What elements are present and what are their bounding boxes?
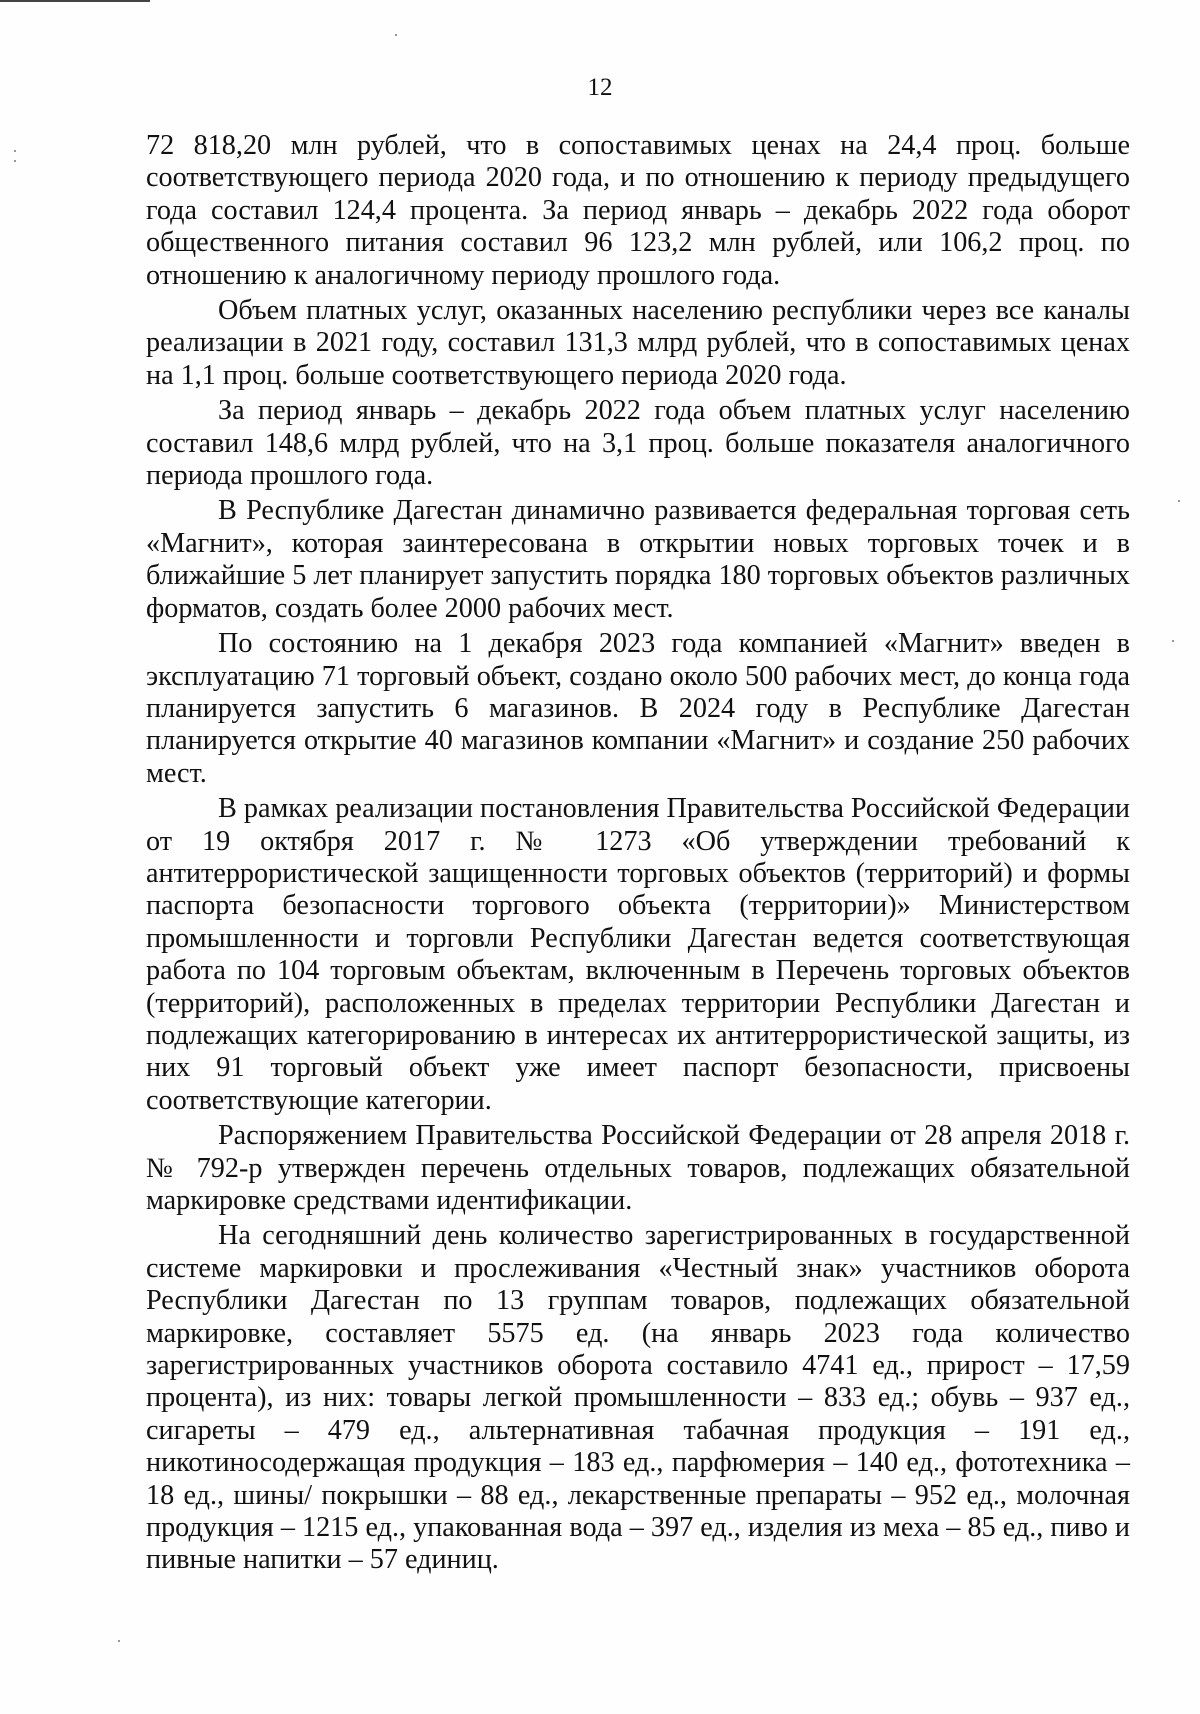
page-number: 12	[587, 74, 613, 101]
scan-speck	[1172, 640, 1174, 642]
scan-speck	[118, 1640, 120, 1642]
document-body	[146, 130, 1130, 1580]
scan-speck	[14, 160, 16, 162]
scan-edge-line	[0, 0, 150, 2]
paragraph-magnit-network: В Республике Дагестан динамично развивается федеральная торговая сеть «Магнит», которая заинтересована в открытии новых торговых точек и в ближайшие 5 лет планирует запустить порядка 180 торговых объектов различных форматов, создать более 2000 рабочих мест.	[146, 495, 1130, 624]
paragraph-antiterrorism-security: В рамках реализации постановления Правительства Российской Федерации от 19 октября 2017 г. № 1273 «Об утверждении требований к антитеррористической защищенности торговых объектов (территорий) и формы паспорта безопасности торгового объекта (территории)» Министерством промышленности и торговли Республики Дагестан ведется соответствующая работа по 104 торговым объектам, включенным в Перечень торговых объектов (территорий), расположенных в пределах территории Республики Дагестан и подлежащих категорированию в интересах их антитеррористической защиты, из них 91 торговый объект уже имеет паспорт безопасности, присвоены соответствующие категории.	[146, 793, 1130, 1116]
scan-speck	[395, 34, 397, 36]
paragraph-magnit-status: По состоянию на 1 декабря 2023 года компанией «Магнит» введен в эксплуатацию 71 торговый объект, создано около 500 рабочих мест, до конца года планируется запустить 6 магазинов. В 2024 году в Республике Дагестан планируется открытие 40 магазинов компании «Магнит» и создание 250 рабочих мест.	[146, 628, 1130, 789]
scan-speck	[14, 150, 16, 152]
scan-speck	[1178, 500, 1180, 502]
paragraph-continuation-catering-turnover: 72 818,20 млн рублей, что в сопоставимых ценах на 24,4 проц. больше соответствующего периода 2020 года, и по отношению к периоду предыдущего года составил 124,4 процента. За период январь – декабрь 2022 года оборот общественного питания составил 96 123,2 млн рублей, или 106,2 проц. по отношению к аналогичному периоду прошлого года.	[146, 130, 1130, 291]
paragraph-honest-sign-participants: На сегодняшний день количество зарегистрированных в государственной системе маркировки и прослеживания «Честный знак» участников оборота Республики Дагестан по 13 группам товаров, подлежащих обязательной маркировке, составляет 5575 ед. (на январь 2023 года количество зарегистрированных участников оборота составило 4741 ед., прирост – 17,59 процента), из них: товары легкой промышленности – 833 ед.; обувь – 937 ед., сигареты – 479 ед., альтернативная табачная продукция – 191 ед., никотиносодержащая продукция – 183 ед., парфюмерия – 140 ед., фототехника – 18 ед., шины/ покрышки – 88 ед., лекарственные препараты – 952 ед., молочная продукция – 1215 ед., упакованная вода – 397 ед., изделия из меха – 85 ед., пиво и пивные напитки – 57 единиц.	[146, 1220, 1130, 1576]
paragraph-marking-order: Распоряжением Правительства Российской Федерации от 28 апреля 2018 г. № 792-р утвержден перечень отдельных товаров, подлежащих обязательной маркировке средствами идентификации.	[146, 1120, 1130, 1216]
paragraph-paid-services-2021: Объем платных услуг, оказанных населению республики через все каналы реализации в 2021 году, составил 131,3 млрд рублей, что в сопоставимых ценах на 1,1 проц. больше соответствующего периода 2020 года.	[146, 295, 1130, 391]
paragraph-paid-services-2022: За период январь – декабрь 2022 года объем платных услуг населению составил 148,6 млрд рублей, что на 3,1 проц. больше показателя аналогичного периода прошлого года.	[146, 395, 1130, 492]
